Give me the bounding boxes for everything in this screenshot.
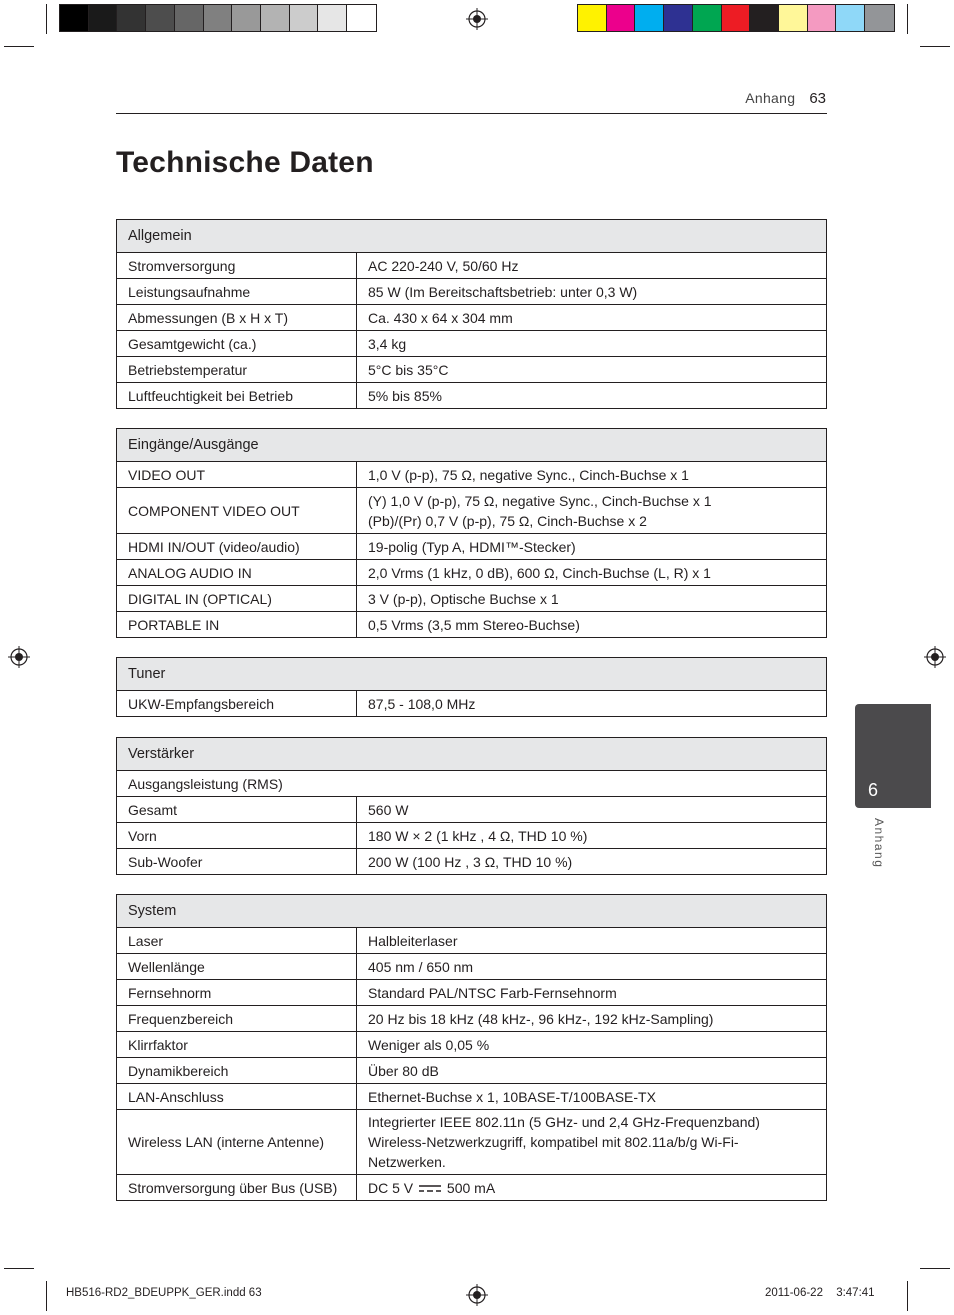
color-swatch — [836, 5, 865, 31]
color-swatch — [578, 5, 607, 31]
table-row: Wireless LAN (interne Antenne) Integrierter IEEE 802.11n (5 GHz- und 2,4 GHz-Frequenzband) Wireless-Netzwerkzugriff, kompatibel mit 802.11a/b/g Wi-Fi- Netzwerken. — [117, 1110, 827, 1175]
registration-mark-icon — [924, 646, 946, 668]
table-row: VIDEO OUT 1,0 V (p-p), 75 Ω, negative Sync., Cinch-Buchse x 1 — [117, 462, 827, 488]
registration-mark-icon — [466, 1284, 488, 1306]
chapter-tab — [855, 704, 931, 808]
table-row: Klirrfaktor Weniger als 0,05 % — [117, 1032, 827, 1058]
table-row: Gesamt 560 W — [117, 797, 827, 823]
dc-symbol-icon — [419, 1184, 441, 1194]
table-row: Sub-Woofer 200 W (100 Hz , 3 Ω, THD 10 %) — [117, 849, 827, 875]
crop-mark — [46, 4, 47, 34]
grayscale-color-bar — [59, 4, 377, 32]
table-row: Fernsehnorm Standard PAL/NTSC Farb-Fernsehnorm — [117, 980, 827, 1006]
spec-table-io — [116, 428, 827, 638]
color-swatch — [117, 5, 146, 31]
table-row: Abmessungen (B x H x T) Ca. 430 x 64 x 304 mm — [117, 305, 827, 331]
table-subheading-row: Ausgangsleistung (RMS) — [117, 771, 827, 797]
color-swatch — [750, 5, 779, 31]
crop-mark — [4, 1268, 34, 1269]
color-swatch — [232, 5, 261, 31]
process-color-bar — [577, 4, 895, 32]
page-title: Technische Daten — [116, 146, 374, 179]
color-swatch — [865, 5, 894, 31]
date-slug: 2011-06-22 3:47:41 — [765, 1287, 875, 1299]
table-row: Betriebstemperatur 5°C bis 35°C — [117, 357, 827, 383]
spec-table-system — [116, 894, 827, 1201]
color-swatch — [290, 5, 319, 31]
table-row: Stromversorgung über Bus (USB) DC 5 V 500 mA — [117, 1175, 827, 1201]
table-heading: Verstärker — [117, 738, 827, 771]
color-swatch — [607, 5, 636, 31]
crop-mark — [4, 46, 34, 47]
crop-mark — [907, 4, 908, 34]
color-swatch — [347, 5, 376, 31]
table-row: Stromversorgung AC 220-240 V, 50/60 Hz — [117, 253, 827, 279]
table-row: DIGITAL IN (OPTICAL) 3 V (p-p), Optische Buchse x 1 — [117, 586, 827, 612]
color-swatch — [635, 5, 664, 31]
table-row: Dynamikbereich Über 80 dB — [117, 1058, 827, 1084]
table-row: Laser Halbleiterlaser — [117, 928, 827, 954]
color-swatch — [204, 5, 233, 31]
page-number: 63 — [809, 90, 826, 107]
crop-mark — [907, 1281, 908, 1311]
color-swatch — [722, 5, 751, 31]
registration-mark-icon — [8, 646, 30, 668]
table-row: COMPONENT VIDEO OUT (Y) 1,0 V (p-p), 75 Ω, negative Sync., Cinch-Buchse x 1 (Pb)/(Pr) 0,7 V (p-p), 75 Ω, Cinch-Buchse x 2 — [117, 488, 827, 534]
color-swatch — [779, 5, 808, 31]
table-row: Luftfeuchtigkeit bei Betrieb 5% bis 85% — [117, 383, 827, 409]
table-heading: System — [117, 895, 827, 928]
color-swatch — [664, 5, 693, 31]
chapter-number: 6 — [868, 780, 879, 800]
color-swatch — [318, 5, 347, 31]
table-row: Gesamtgewicht (ca.) 3,4 kg — [117, 331, 827, 357]
table-heading: Eingänge/Ausgänge — [117, 429, 827, 462]
table-row: PORTABLE IN 0,5 Vrms (3,5 mm Stereo-Buchse) — [117, 612, 827, 638]
table-row: Wellenlänge 405 nm / 650 nm — [117, 954, 827, 980]
running-header — [745, 90, 826, 107]
color-swatch — [60, 5, 89, 31]
spec-table-verstaerker — [116, 737, 827, 875]
table-row: HDMI IN/OUT (video/audio) 19-polig (Typ A, HDMI™-Stecker) — [117, 534, 827, 560]
table-row: Vorn 180 W × 2 (1 kHz , 4 Ω, THD 10 %) — [117, 823, 827, 849]
table-row: Leistungsaufnahme 85 W (Im Bereitschaftsbetrieb: unter 0,3 W) — [117, 279, 827, 305]
crop-mark — [920, 46, 950, 47]
table-row: UKW-Empfangsbereich 87,5 - 108,0 MHz — [117, 691, 827, 717]
table-heading: Allgemein — [117, 220, 827, 253]
color-swatch — [146, 5, 175, 31]
crop-mark — [920, 1268, 950, 1269]
table-row: ANALOG AUDIO IN 2,0 Vrms (1 kHz, 0 dB), 600 Ω, Cinch-Buchse (L, R) x 1 — [117, 560, 827, 586]
file-slug: HB516-RD2_BDEUPPK_GER.indd 63 — [66, 1287, 262, 1299]
color-swatch — [261, 5, 290, 31]
registration-mark-icon — [466, 8, 488, 30]
color-swatch — [89, 5, 118, 31]
table-row: LAN-Anschluss Ethernet-Buchse x 1, 10BASE-T/100BASE-TX — [117, 1084, 827, 1110]
crop-mark — [46, 1281, 47, 1311]
table-heading: Tuner — [117, 658, 827, 691]
spec-table-tuner — [116, 657, 827, 717]
chapter-label: Anhang — [872, 818, 886, 869]
color-swatch — [693, 5, 722, 31]
color-swatch — [175, 5, 204, 31]
spec-table-allgemein — [116, 219, 827, 409]
header-rule — [116, 113, 827, 114]
color-swatch — [808, 5, 837, 31]
table-row: Frequenzbereich 20 Hz bis 18 kHz (48 kHz-, 96 kHz-, 192 kHz-Sampling) — [117, 1006, 827, 1032]
section-name: Anhang — [745, 90, 796, 106]
